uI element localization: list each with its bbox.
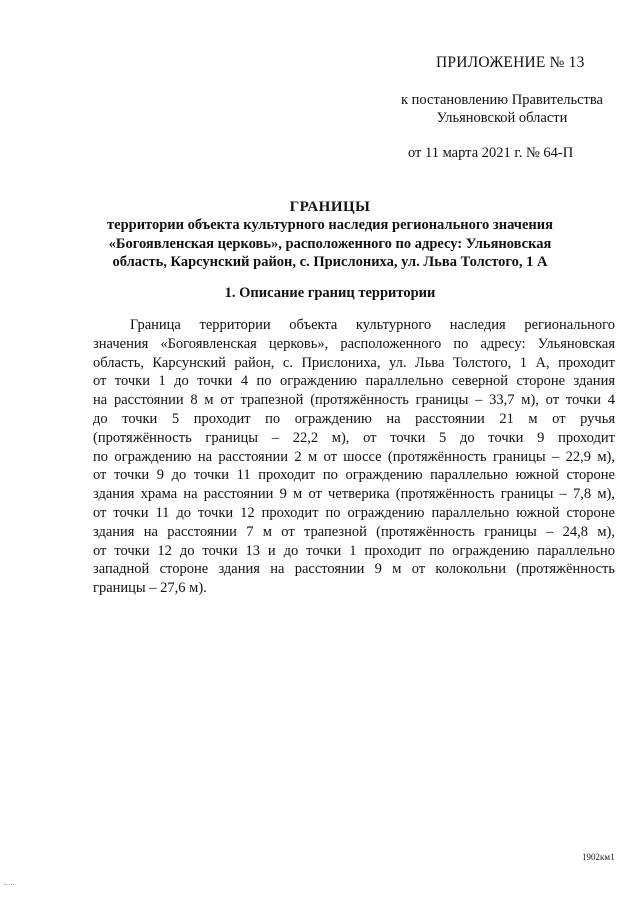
document-title [100, 198, 560, 272]
paragraph-line: от точки 1 до точки 4 по ограждению параллельно северной стороне здания [93, 373, 615, 390]
paragraph-line: от точки 9 до точки 11 проходит по ограждению параллельно южной стороне [93, 467, 615, 484]
title-main: ГРАНИЦЫ [289, 199, 371, 215]
paragraph-line: от точки 11 до точки 12 проходит по ограждению параллельно южной стороне [93, 504, 615, 521]
paragraph-line: до точки 5 проходит по ограждению на расстоянии 21 м от ручья [93, 410, 615, 427]
paragraph-line: область, Карсунский район, с. Прислониха, ул. Льва Толстого, 1 А, проходит [93, 354, 615, 371]
paragraph-line: здания на расстоянии 7 м от трапезной (протяжённость границы – 24,8 м), [93, 523, 615, 540]
paragraph-line: на расстоянии 8 м от трапезной (протяжённость границы – 33,7 м), от точки 4 [93, 392, 615, 409]
paragraph-line: здания храма на расстоянии 9 м от четверика (протяжённость границы – 7,8 м), [93, 486, 615, 503]
appendix-title: ПРИЛОЖЕНИЕ № 13 [436, 54, 585, 71]
appendix-date: от 11 марта 2021 г. № 64-П [408, 145, 574, 161]
section-heading: 1. Описание границ территории [224, 285, 436, 301]
paragraph-line: границы – 27,6 м). [93, 580, 207, 597]
title-line: территории объекта культурного наследия регионального значения [107, 217, 553, 233]
boundary-description-paragraph [93, 316, 615, 598]
scan-edge-mark [4, 884, 16, 885]
appendix-ref-line: к постановлению Правительства [401, 92, 603, 108]
paragraph-line: Граница территории объекта культурного наследия регионального [130, 317, 615, 333]
paragraph-line: по ограждению на расстоянии 2 м от шоссе (протяжённость границы – 22,9 м), [93, 448, 615, 465]
title-line: область, Карсунский район, с. Прислониха, ул. Льва Толстого, 1 А [112, 254, 548, 270]
paragraph-line: (протяжённость границы – 22,2 м), от точки 5 до точки 9 проходит [93, 429, 615, 446]
appendix-reference [392, 91, 612, 127]
title-line: «Богоявленская церковь», расположенного по адресу: Ульяновская [108, 235, 552, 252]
paragraph-line: от точки 12 до точки 13 и до точки 1 проходит по ограждению параллельно [93, 542, 615, 559]
paragraph-line: западной стороне здания на расстоянии 9 м от колокольни (протяжённость [93, 561, 615, 578]
appendix-ref-line: Ульяновской области [436, 110, 568, 126]
paragraph-line: значения «Богоявленская церковь», расположенного по адресу: Ульяновская [93, 335, 615, 352]
document-code: 1902км1 [582, 852, 615, 862]
